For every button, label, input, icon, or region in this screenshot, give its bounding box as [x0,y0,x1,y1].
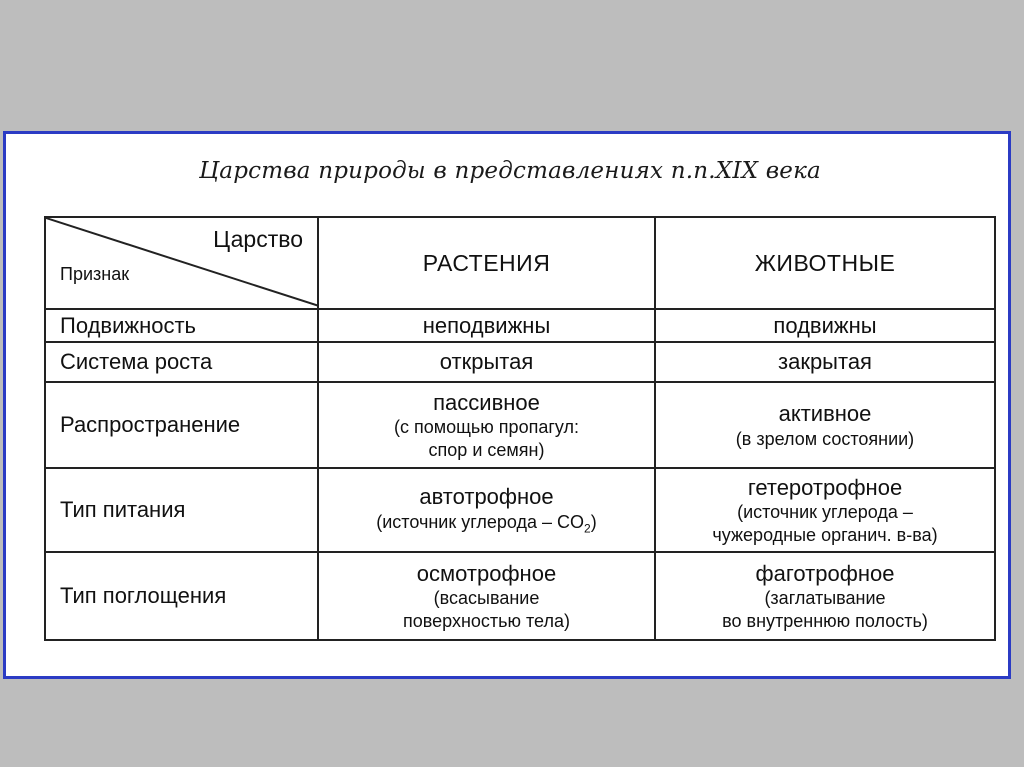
plants-value: осмотрофное [416,560,557,586]
column-header-plants: РАСТЕНИЯ [318,217,655,309]
plants-cell [318,382,655,468]
feature-cell: Тип питания [45,468,318,552]
animals-cell [655,309,995,342]
plants-value: открытая [439,349,534,375]
feature-cell: Распространение [45,382,318,468]
feature-cell: Система роста [45,342,318,382]
plants-cell [318,342,655,382]
plants-note: (источник углерода – $CO_2$) [376,511,597,536]
corner-cell [45,217,318,309]
animals-cell [655,552,995,640]
animals-note: (в зрелом состоянии) [735,428,915,449]
table-row [45,382,995,468]
animals-note: (источник углерода – [737,502,913,523]
slide-title: Царства природы в представлениях п.п.XIX века [199,158,821,184]
plants-note: спор и семян) [428,439,545,460]
plants-cell [318,309,655,342]
plants-value: неподвижны [422,312,551,338]
table-header-row [45,217,995,309]
animals-note: во внутреннюю полость) [722,610,928,631]
slide-frame [3,131,1011,679]
plants-cell [318,552,655,640]
plants-value: пассивное [433,389,540,415]
plants-value: автотрофное [419,484,554,510]
animals-note: (заглатывание [764,588,886,609]
table-row [45,468,995,552]
animals-cell [655,342,995,382]
column-header-animals: ЖИВОТНЫЕ [655,217,995,309]
feature-cell: Подвижность [45,309,318,342]
animals-value: подвижны [773,312,877,338]
table-row [45,309,995,342]
kingdoms-table [44,216,996,641]
plants-note: поверхностью тела) [403,610,570,631]
animals-note: чужеродные органич. в-ва) [712,524,938,545]
table-row [45,552,995,640]
animals-value: активное [778,401,872,426]
plants-cell [318,468,655,552]
plants-note: (всасывание [433,588,540,609]
feature-cell: Тип поглощения [45,552,318,640]
corner-label-feature: Признак [60,264,130,284]
animals-value: фаготрофное [755,560,895,586]
animals-value: закрытая [778,349,872,375]
animals-cell [655,382,995,468]
corner-label-kingdom: Царство [213,226,303,252]
animals-value: гетеротрофное [747,474,903,500]
plants-note: (с помощью пропагул: [393,417,580,438]
animals-cell [655,468,995,552]
table-row [45,342,995,382]
